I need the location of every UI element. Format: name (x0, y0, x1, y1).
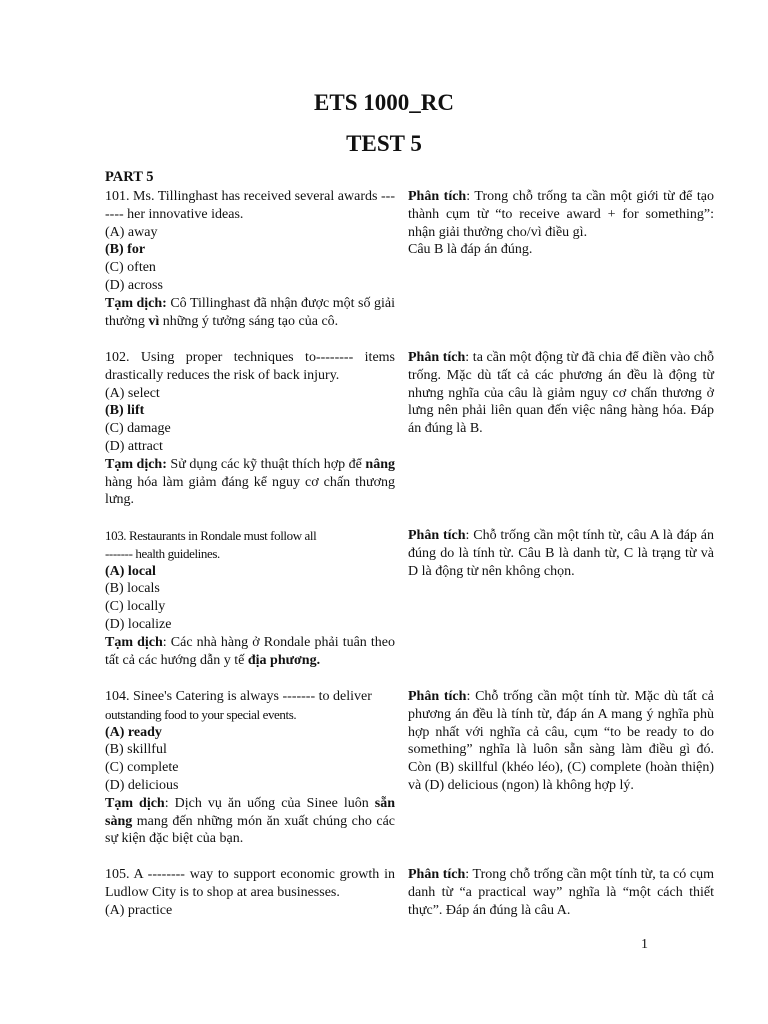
translation: Tạm dịch: Sử dụng các kỹ thuật thích hợp để nâng hàng hóa làm giảm đáng kể nguy cơ chấn thương lưng. (105, 456, 395, 508)
question-102 (105, 349, 395, 509)
option-b: (B) skillful (105, 742, 167, 758)
analysis-label: Phân tích (408, 689, 467, 704)
question-stem: 102. Using proper techniques to-------- items drastically reduces the risk of back injury. (105, 350, 395, 383)
question-103 (105, 527, 395, 669)
option-a: (A) practice (105, 902, 173, 918)
analysis-103: Phân tích: Chỗ trống cần một tính từ, câu A là đáp án đúng do là tính từ. Câu B là danh từ, C là trạng từ và D là động từ nên không chọn. (408, 528, 714, 579)
option-b: (B) locals (105, 581, 160, 597)
option-d: (D) across (105, 277, 163, 293)
option-d: (D) localize (105, 616, 172, 632)
test-title: TEST 5 (346, 131, 422, 156)
analysis-102: Phân tích: ta cần một động từ đã chia để điền vào chỗ trống. Mặc dù tất cả các phương án đều là động từ nhưng nghĩa của câu là giảm nguy cơ chấn thương ở lưng nên phải liên quan đến việc nâng hàng hóa. Đáp án đúng là B. (408, 350, 714, 437)
question-stem-line1: 104. Sinee's Catering is always ------- to deliver (105, 689, 372, 704)
translation: Tạm dịch: Dịch vụ ăn uống của Sinee luôn sẵn sàng mang đến những món ăn xuất chúng cho các sự kiện đặc biệt của bạn. (105, 795, 395, 847)
question-stem: 105. A -------- way to support economic growth in Ludlow City is to shop at area businesses. (105, 867, 395, 900)
analysis-105: Phân tích: Trong chỗ trống cần một tính từ, ta có cụm danh từ “a practical way” nghĩa là “một cách thiết thực”. Đáp án đúng là câu A. (408, 867, 714, 918)
analysis-label: Phân tích (408, 528, 466, 543)
translation-label: Tạm dịch: (105, 456, 167, 472)
page-number: 1 (641, 937, 648, 952)
question-104 (105, 688, 395, 848)
translation: Tạm dịch: Các nhà hàng ở Rondale phải tuân theo tất cả các hướng dẫn y tế địa phương. (105, 634, 395, 668)
analysis-101: Phân tích: Trong chỗ trống ta cần một giới từ để tạo thành cụm từ “to receive award + for something”: nhận giải thưởng cho/vì điều gì. Câu B là đáp án đúng. (408, 189, 714, 258)
translation-label: Tạm dịch (105, 634, 163, 650)
translation: Tạm dịch: Cô Tillinghast đã nhận được một số giải thưởng vì những ý tưởng sáng tạo của cô. (105, 295, 395, 329)
question-stem-line2: outstanding food to your special events. (105, 706, 297, 722)
question-101 (105, 188, 395, 330)
option-d: (D) delicious (105, 777, 179, 793)
question-stem-line2: ------- health guidelines. (105, 545, 220, 561)
option-a: (A) away (105, 224, 158, 240)
option-b-correct: (B) for (105, 242, 146, 258)
document-title: ETS 1000_RC (314, 90, 454, 115)
option-a: (A) select (105, 385, 160, 401)
option-b-correct: (B) lift (105, 403, 145, 419)
part-heading: PART 5 (105, 169, 154, 185)
question-105 (105, 866, 395, 919)
conclusion: Câu B là đáp án đúng. (408, 242, 533, 258)
question-stem: 101. Ms. Tillinghast has received several awards ------- her innovative ideas. (105, 189, 395, 222)
option-a-correct: (A) local (105, 563, 156, 579)
option-d: (D) attract (105, 438, 163, 454)
analysis-label: Phân tích (408, 867, 466, 882)
analysis-label: Phân tích (408, 350, 466, 365)
translation-label: Tạm dịch (105, 795, 165, 811)
analysis-104: Phân tích: Chỗ trống cần một tính từ. Mặc dù tất cả phương án đều là tính từ, đáp án A mang ý nghĩa phù hợp nhất với nghĩa cả câu, cụm “to be ready to do something” nghĩa là luôn sẵn sàng làm điều gì đó. Còn (B) skillful (khéo léo), (C) complete (hoàn thiện) và (D) delicious (ngon) là không hợp lý. (408, 689, 714, 793)
translation-label: Tạm dịch: (105, 295, 167, 311)
option-c: (C) locally (105, 599, 166, 615)
analysis-label: Phân tích (408, 189, 467, 204)
option-c: (C) damage (105, 421, 171, 437)
option-c: (C) often (105, 260, 156, 276)
question-stem-line1: 103. Restaurants in Rondale must follow all (105, 528, 317, 543)
option-a-correct: (A) ready (105, 724, 162, 740)
option-c: (C) complete (105, 760, 179, 776)
